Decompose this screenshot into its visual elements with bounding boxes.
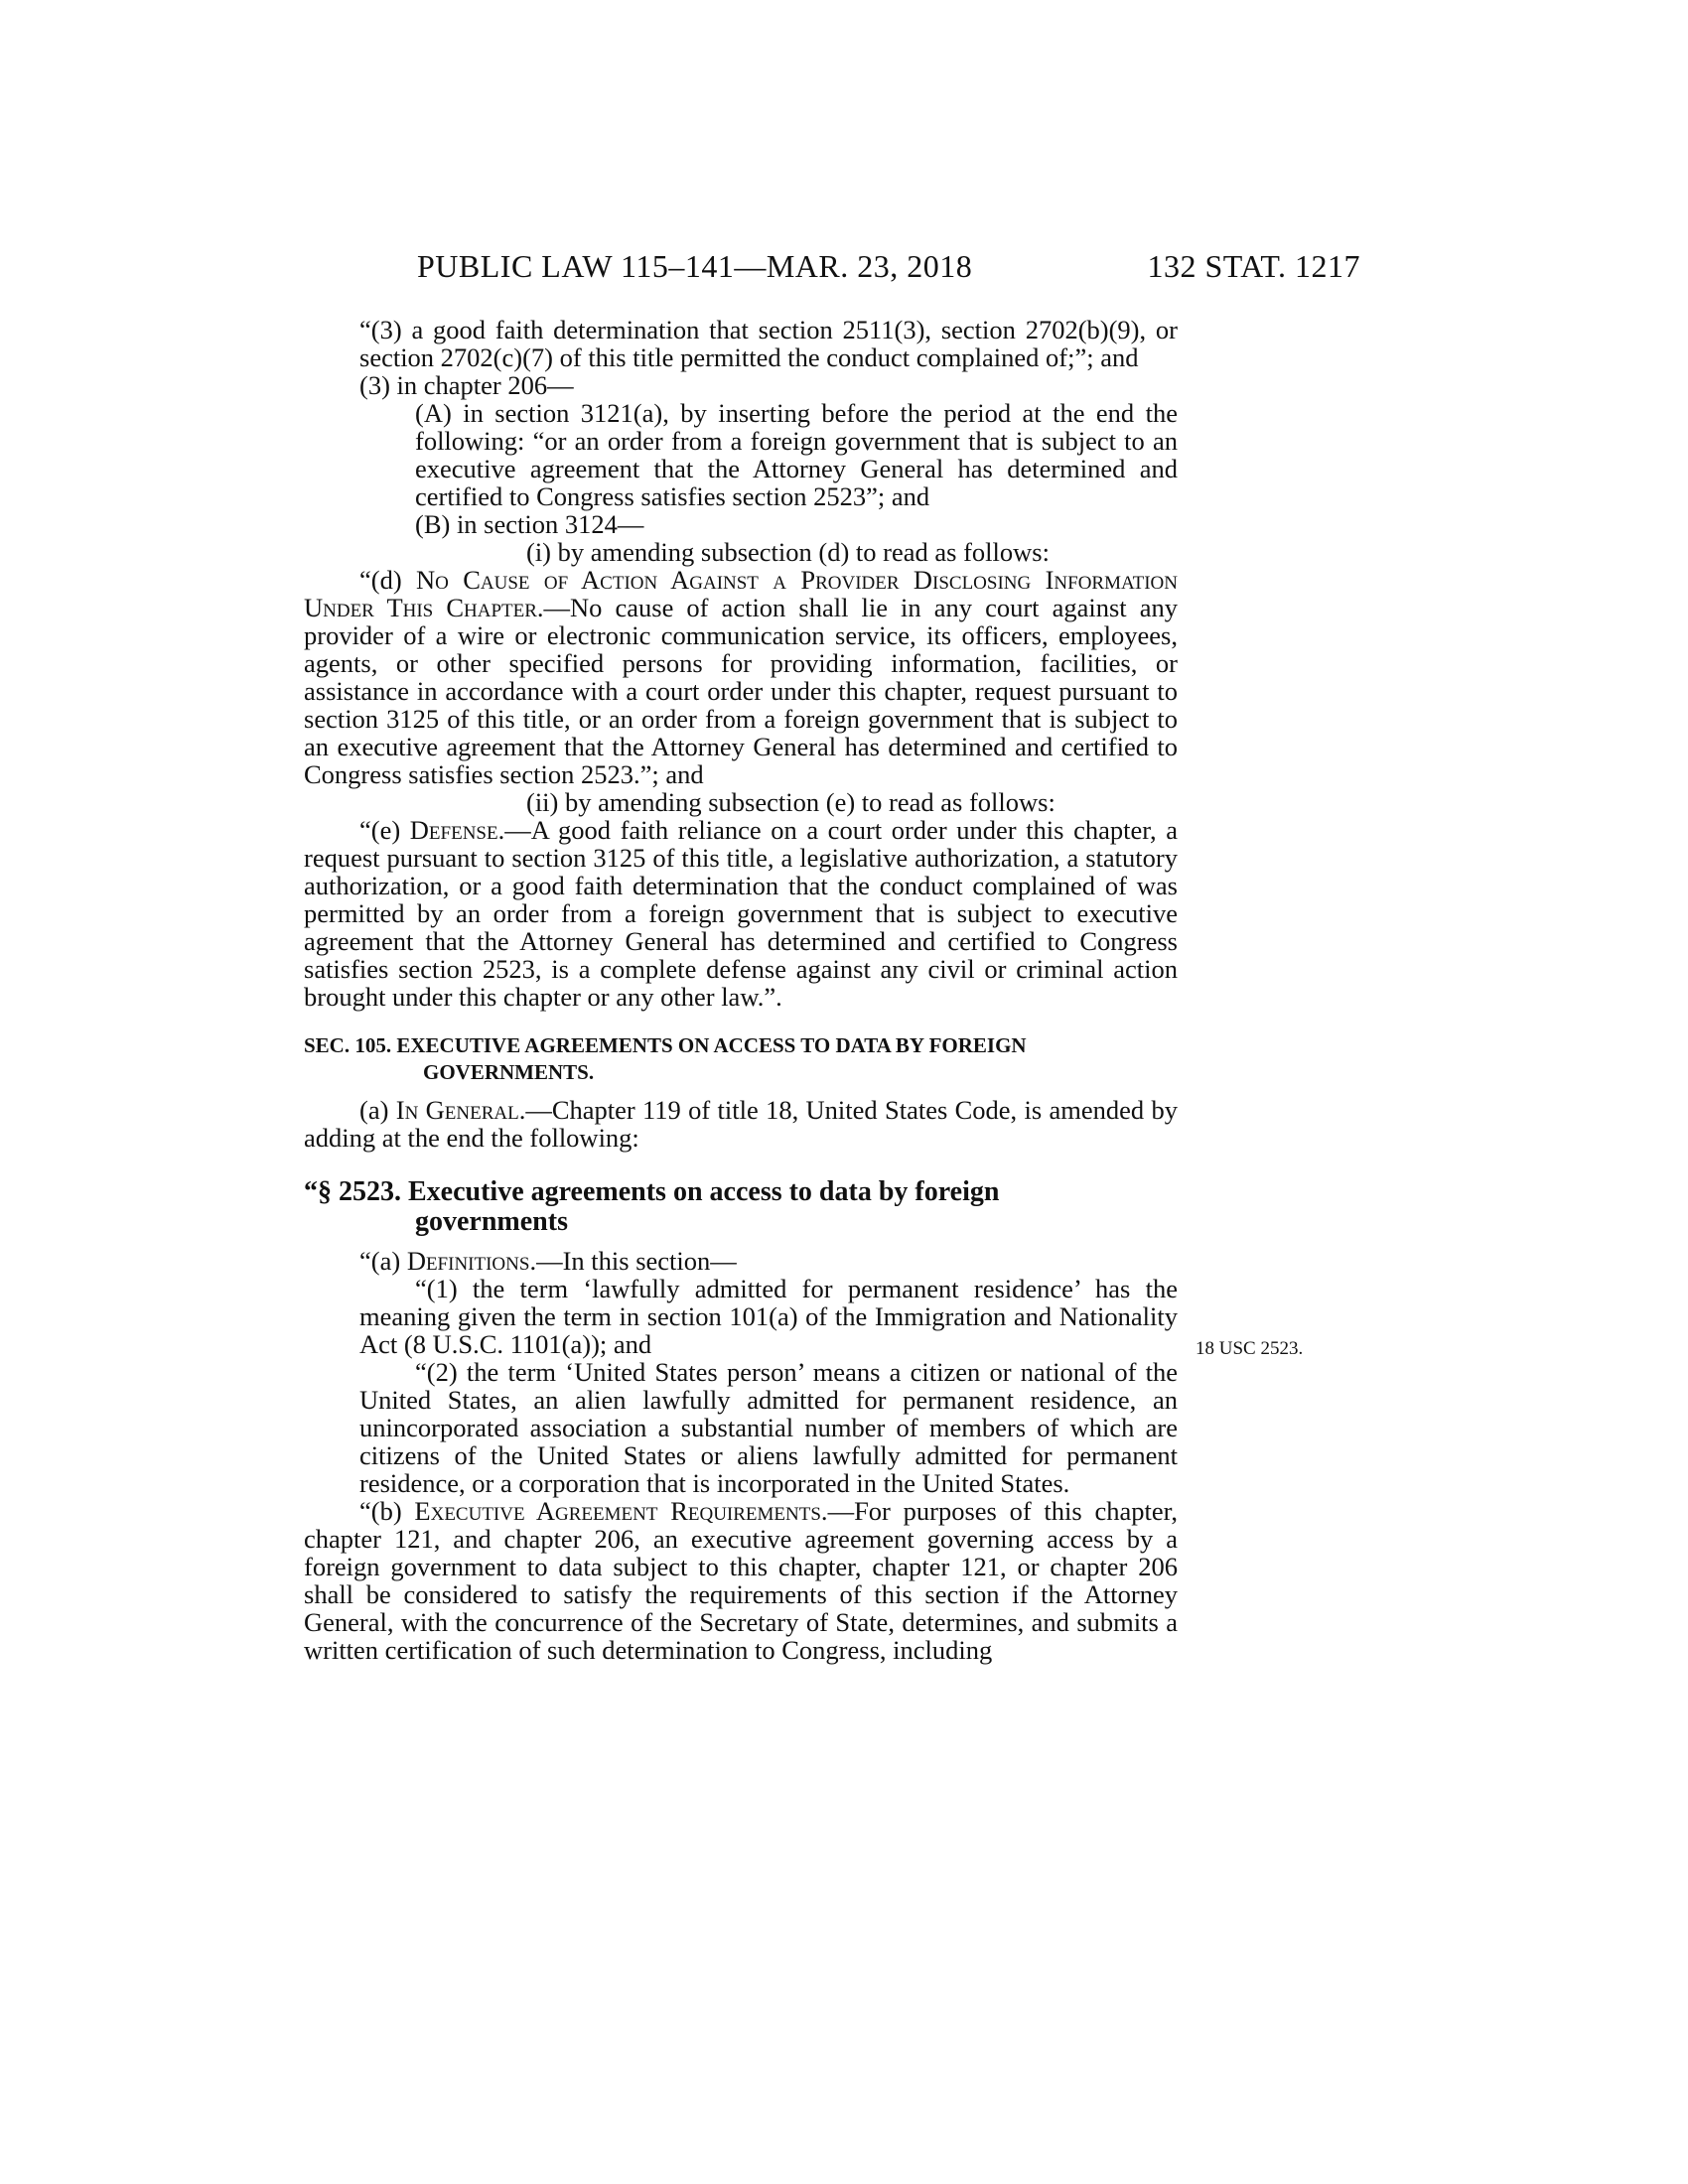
subsection-e-lead: “(e) bbox=[359, 815, 410, 845]
section-105-line1: SEC. 105. EXECUTIVE AGREEMENTS ON ACCESS TO DATA BY FOREIGN bbox=[304, 1033, 1027, 1057]
definitions-lead: “(a) bbox=[359, 1246, 407, 1276]
paragraph-B-section-3124: (B) in section 3124— bbox=[415, 509, 644, 539]
paragraph-executive-agreement-requirements bbox=[304, 1497, 1178, 1664]
subsection-e-heading: Defense. bbox=[409, 815, 505, 845]
public-law-title: PUBLIC LAW 115–141—MAR. 23, 2018 bbox=[417, 248, 973, 284]
statute-citation: 132 STAT. 1217 bbox=[1147, 248, 1360, 284]
section-105-heading bbox=[304, 1032, 1178, 1086]
in-general-heading: In General. bbox=[395, 1095, 526, 1125]
document-body bbox=[304, 316, 1178, 1664]
section-2523-heading bbox=[304, 1177, 1178, 1237]
requirements-lead: “(b) bbox=[359, 1496, 415, 1526]
in-general-text: —Chapter 119 of title 18, United States Code, is amended by adding at the end the following: bbox=[304, 1095, 1178, 1153]
definitions-text: —In this section— bbox=[536, 1246, 737, 1276]
paragraph-in-general bbox=[304, 1096, 1178, 1152]
paragraph-ii-amend-e: (ii) by amending subsection (e) to read as follows: bbox=[526, 787, 1055, 817]
in-general-lead: (a) bbox=[359, 1095, 396, 1125]
paragraph-definitions bbox=[304, 1247, 1178, 1275]
definitions-heading: Definitions. bbox=[406, 1246, 537, 1276]
requirements-heading: Executive Agreement Requirements. bbox=[414, 1496, 828, 1526]
margin-note-usc-citation: 18 USC 2523. bbox=[1196, 1338, 1304, 1359]
paragraph-subsection-d bbox=[304, 566, 1178, 788]
requirements-text: —For purposes of this chapter, chapter 121, and chapter 206, an executive agreement governing access by a foreign government to data subject to this chapter, chapter 121, or chapter 206 shall be considered to satisfy the requirements of this section if the Attorney General, with the concurrence of the Secretary of State, determines, and submits a written certification of such determination to Congress, including bbox=[304, 1496, 1178, 1665]
page-header bbox=[417, 248, 1360, 288]
subsection-e-text: —A good faith reliance on a court order under this chapter, a request pursuant to section 3125 of this title, a legislative authorization, a statutory authorization, or a good faith determination that the conduct complained of was permitted by an order from a foreign government that is subject to executive agreement that the Attorney General has determined and certified to Congress satisfies section 2523, is a complete defense against any civil or criminal action brought under this chapter or any other law.”. bbox=[304, 815, 1178, 1012]
subsection-d-lead: “(d) bbox=[359, 565, 417, 595]
paragraph-i-amend-d: (i) by amending subsection (d) to read as follows: bbox=[526, 537, 1050, 567]
section-105-line2: GOVERNMENTS. bbox=[423, 1060, 595, 1084]
paragraph-chapter-206: (3) in chapter 206— bbox=[359, 370, 574, 400]
section-2523-line2: governments bbox=[415, 1206, 568, 1237]
paragraph-subsection-e bbox=[304, 816, 1178, 1011]
section-2523-line1: “§ 2523. Executive agreements on access to data by foreign bbox=[304, 1176, 1000, 1207]
paragraph-3-good-faith: “(3) a good faith determination that section 2511(3), section 2702(b)(9), or section 2702(c)(7) of this title permitted the conduct complained of;”; and bbox=[359, 315, 1178, 372]
definition-1-lawfully-admitted: “(1) the term ‘lawfully admitted for permanent residence’ has the meaning given the term in section 101(a) of the Immigration and Nationality Act (8 U.S.C. 1101(a)); and bbox=[359, 1274, 1178, 1359]
paragraph-A-section-3121: (A) in section 3121(a), by inserting before the period at the end the following: “or an order from a foreign government that is subject to an executive agreement that the Attorney General has determined and certified to Congress satisfies section 2523”; and bbox=[415, 398, 1178, 511]
subsection-d-text: —No cause of action shall lie in any court against any provider of a wire or electronic communication service, its officers, employees, agents, or other specified persons for providing information, facilities, or assistance in accordance with a court order under this chapter, request pursuant to section 3125 of this title, or an order from a foreign government that is subject to an executive agreement that the Attorney General has determined and certified to Congress satisfies section 2523.”; and bbox=[304, 593, 1178, 789]
subsection-d-heading: No Cause of Action Against a Provider Disclosing Information Under This Chapter. bbox=[304, 565, 1178, 622]
definition-2-united-states-person: “(2) the term ‘United States person’ means a citizen or national of the United States, an alien lawfully admitted for permanent residence, an unincorporated association a substantial number of members of which are citizens of the United States or aliens lawfully admitted for permanent residence, or a corporation that is incorporated in the United States. bbox=[359, 1357, 1178, 1498]
